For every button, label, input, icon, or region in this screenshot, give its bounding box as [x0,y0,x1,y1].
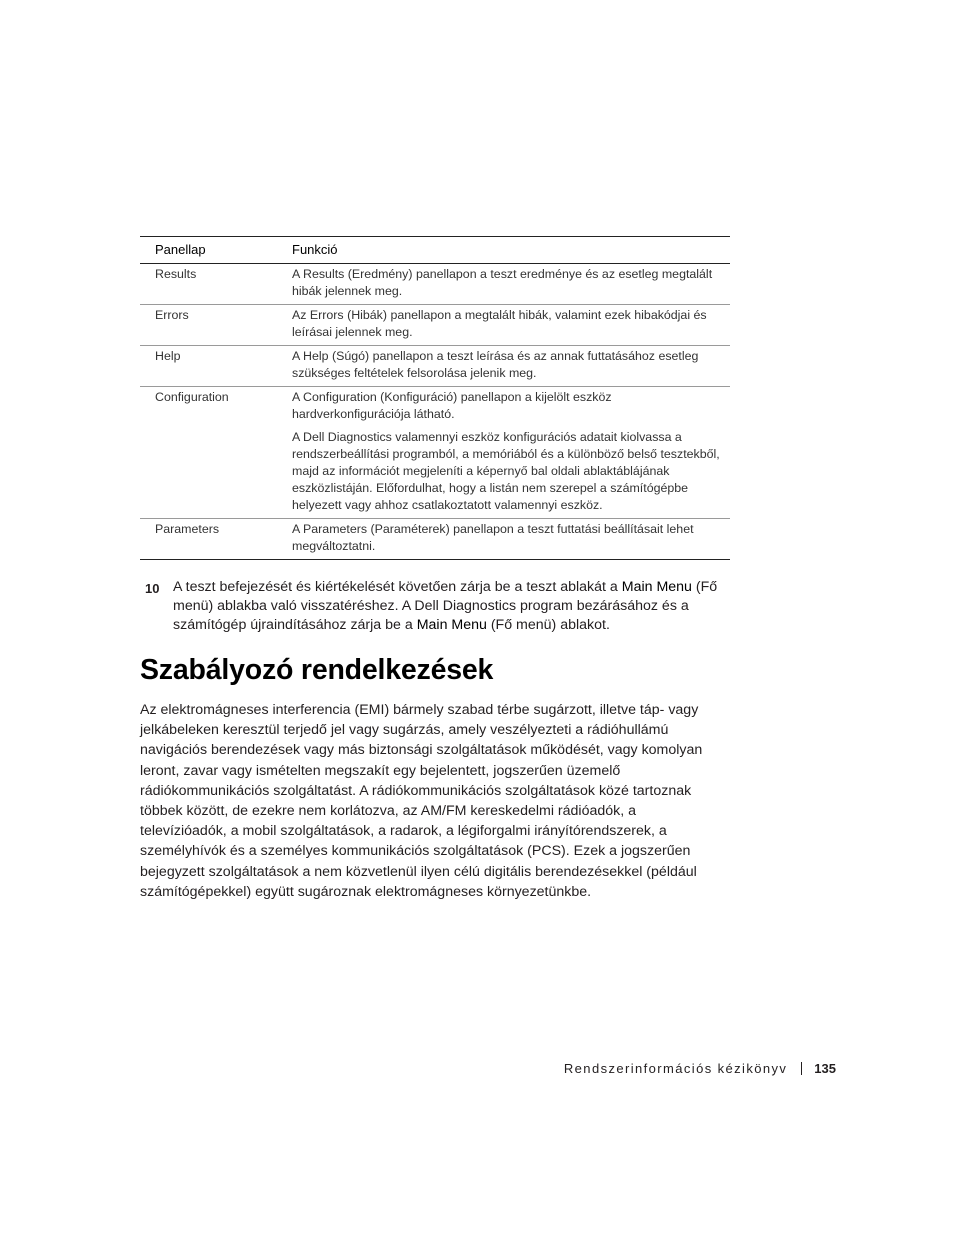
function-text: A Dell Diagnostics valamennyi eszköz konfigurációs adatait kiolvassa a rendszerbeállítási programból, a memóriából és a különböző belső tesztekből, majd az információt megjeleníti a képernyő bal oldali ablaktáblájának eszközlistáján. Előfordulhat, hogy a listán nem szerepel a számítógépbe helyezett vagy ahhoz csatlakoztatott valamennyi eszköz. [292,430,720,512]
step-text-part: (Fő menü) ablakot. [486,617,610,633]
step-text [173,578,733,635]
function-cell [277,519,730,560]
function-cell [277,305,730,346]
function-cell [277,387,730,519]
panel-table-container [140,236,730,560]
footer-divider [801,1062,802,1075]
function-cell [277,264,730,305]
table-row [140,346,730,387]
function-text: A Results (Eredmény) panellapon a teszt eredménye és az esetleg megtalált hibák jelennek meg. [292,267,713,298]
step-10 [145,578,745,635]
step-text-part: A teszt befejezését és kiértékelését követően zárja be a teszt ablakát a [173,579,622,595]
step-text-part: (Fő menü) ablakba való visszatéréshez. A Dell Diagnostics program bezárásához és a számítógép újraindításához zárja be a [173,579,718,633]
main-menu-term: Main Menu [416,617,487,633]
tab-name-cell: Parameters [140,519,277,560]
function-text: Az Errors (Hibák) panellapon a megtalált hibák, valamint ezek hibakódjai és leírásai jelennek meg. [292,308,707,339]
function-text: A Parameters (Paraméterek) panellapon a teszt futtatási beállításait lehet megváltoztatni. [292,522,694,553]
header-funkcio: Funkció [277,237,730,264]
step-number: 10 [145,581,160,596]
header-panellap: Panellap [140,237,277,264]
tab-name-cell: Errors [140,305,277,346]
page-footer [564,1061,836,1076]
panel-function-table [140,236,730,560]
table-row [140,387,730,519]
table-row [140,264,730,305]
tab-name-cell: Help [140,346,277,387]
table-header-row [140,237,730,264]
table-row [140,305,730,346]
table-row [140,519,730,560]
main-menu-term: Main Menu [621,579,692,595]
section-heading: Szabályozó rendelkezések [140,654,494,686]
page-number: 135 [814,1061,836,1076]
function-cell [277,346,730,387]
function-text: A Help (Súgó) panellapon a teszt leírása és az annak futtatásához esetleg szükséges feltételek felsorolása jelenik meg. [292,349,699,380]
section-body: Az elektromágneses interferencia (EMI) bármely szabad térbe sugárzott, illetve táp- vagy jelkábeleken keresztül terjedő jel vagy sugárzás, amely veszélyezteti a rádióhullámú navigációs berendezések vagy más biztonsági szolgáltatások működését, vagy komolyan leront, zavar vagy ismételten megszakít egy bejelentett, jogszerűen üzemelő rádiókommunikációs szolgáltatást. A rádiókommunikációs szolgáltatások közé tartoznak többek között, de ezekre nem korlátozva, az AM/FM kereskedelmi rádióadók, a televízióadók, a mobil szolgáltatások, a radarok, a légiforgalmi irányítórendszerek, a személyhívók és a személyes kommunikációs szolgáltatások (PCS). Ezek a jogszerűen bejegyzett szolgáltatások a nem közvetlenül ilyen célú digitális berendezésekkel (például számítógépekkel) együtt sugároznak elektromágneses környezetünkbe. [140,702,703,900]
tab-name-cell: Configuration [140,387,277,519]
function-text: A Configuration (Konfiguráció) panellapon a kijelölt eszköz hardverkonfigurációja látható. [292,390,612,421]
footer-title: Rendszerinformációs kézikönyv [563,1061,788,1076]
tab-name-cell: Results [140,264,277,305]
